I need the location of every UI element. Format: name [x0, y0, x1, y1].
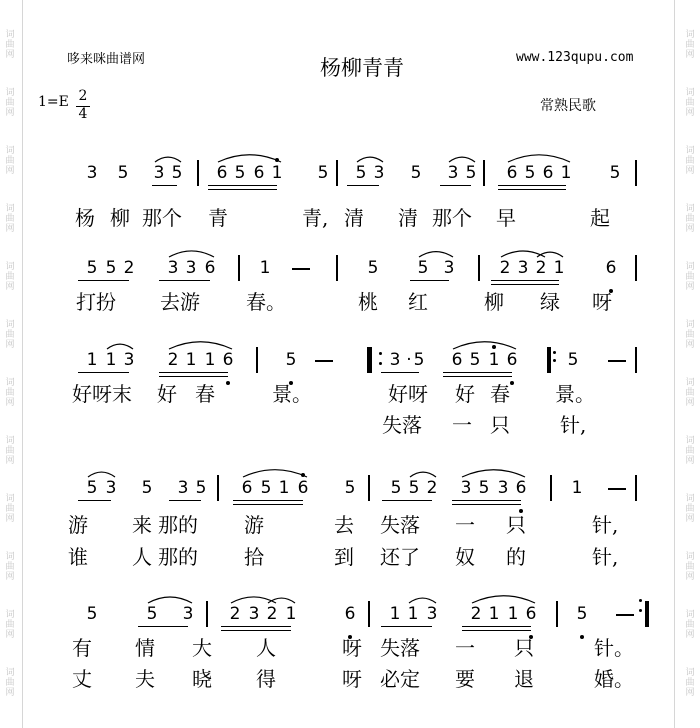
- lyric: 针,: [592, 545, 619, 569]
- beam-underline: [221, 630, 291, 631]
- note: 3: [248, 604, 260, 624]
- beam-underline: [169, 500, 201, 501]
- beam-underline: [159, 280, 210, 281]
- beam-underline: [233, 504, 303, 505]
- note: 2: [167, 350, 179, 370]
- note: 6: [216, 163, 228, 183]
- note: 1: [259, 258, 271, 278]
- repeat-end-bar: [547, 347, 551, 373]
- note: 2: [499, 258, 511, 278]
- note: 5: [117, 163, 129, 183]
- beam-underline: [491, 280, 559, 281]
- side-watermark-text: 词 曲 网: [5, 146, 15, 176]
- beam-underline: [440, 185, 471, 186]
- beam-underline: [159, 376, 228, 377]
- note: 6: [515, 478, 527, 498]
- lyric: 必定: [380, 667, 420, 691]
- beam-underline: [443, 376, 512, 377]
- note: 5: [390, 478, 402, 498]
- note: 1: [553, 258, 565, 278]
- genre-label: 常熟民歌: [540, 98, 596, 114]
- note: 5: [146, 604, 158, 624]
- note: 1: [507, 604, 519, 624]
- beam-underline: [159, 372, 228, 373]
- note: 3: [182, 604, 194, 624]
- side-watermark-text: 词 曲 网: [685, 30, 695, 60]
- note: 3: [177, 478, 189, 498]
- barline: [206, 601, 208, 627]
- lyric: 到: [334, 545, 354, 569]
- note: 5: [260, 478, 272, 498]
- slur: [501, 251, 545, 257]
- lyric: 游: [244, 513, 264, 537]
- lyric: 清: [398, 206, 418, 230]
- lyric: 去游: [160, 290, 200, 314]
- octave-low-dot: [510, 381, 514, 385]
- barline: [635, 475, 637, 501]
- note: 5: [413, 350, 425, 370]
- note: 3: [460, 478, 472, 498]
- note: 6: [525, 604, 537, 624]
- lyric: 桃: [358, 290, 378, 314]
- barline: [336, 255, 338, 281]
- right-border: [674, 0, 675, 728]
- beam-underline: [410, 280, 449, 281]
- side-watermark-text: 词 曲 网: [5, 88, 15, 118]
- lyric: 失落: [380, 636, 420, 660]
- note: 1: [407, 604, 419, 624]
- slur: [148, 597, 192, 603]
- note: 5: [195, 478, 207, 498]
- lyric: 那的: [158, 545, 198, 569]
- note: 5: [344, 478, 356, 498]
- lyric: 谁: [68, 545, 88, 569]
- slur: [409, 598, 436, 603]
- note: 2: [123, 258, 135, 278]
- barline: [635, 255, 637, 281]
- note: 1: [488, 350, 500, 370]
- beam-underline: [138, 626, 188, 627]
- note: 6: [222, 350, 234, 370]
- lyric: 清: [344, 206, 364, 230]
- note: 1: [571, 478, 583, 498]
- lyric: 去: [334, 513, 354, 537]
- beam-underline: [233, 500, 303, 501]
- lyric: 好呀: [388, 382, 428, 406]
- note: 1: [278, 478, 290, 498]
- sustain-dash: [315, 360, 333, 362]
- barline: [336, 160, 338, 186]
- beam-underline: [462, 630, 531, 631]
- barline: [256, 347, 258, 373]
- slur: [169, 342, 232, 349]
- lyric: 奴: [455, 545, 475, 569]
- repeat-dot: [553, 359, 556, 362]
- note: 5: [105, 258, 117, 278]
- beam-underline: [208, 185, 277, 186]
- song-title: 杨柳青青: [320, 56, 404, 80]
- note: 5: [465, 163, 477, 183]
- note: 5: [478, 478, 490, 498]
- lyric: 只: [490, 413, 510, 437]
- octave-high-dot: [492, 345, 496, 349]
- lyric: 大: [192, 636, 212, 660]
- lyric: 青: [208, 206, 228, 230]
- beam-underline: [78, 372, 129, 373]
- note: 5: [86, 258, 98, 278]
- side-watermark-text: 词 曲 网: [685, 204, 695, 234]
- note: 5: [524, 163, 536, 183]
- beam-underline: [443, 372, 512, 373]
- note: 5: [609, 163, 621, 183]
- slur: [449, 157, 475, 162]
- side-watermark-text: 词 曲 网: [685, 88, 695, 118]
- slur: [169, 251, 214, 257]
- lyric: 针,: [592, 513, 619, 537]
- lyric: 夫: [135, 667, 155, 691]
- note: 6: [297, 478, 309, 498]
- note: 6: [451, 350, 463, 370]
- lyric: 针,: [560, 413, 587, 437]
- lyric: 一: [455, 636, 475, 660]
- slur: [243, 470, 307, 477]
- lyric: 那的: [158, 513, 198, 537]
- lyric: 情: [135, 636, 155, 660]
- slur: [155, 157, 181, 162]
- note: 5: [86, 604, 98, 624]
- lyric: 早: [496, 206, 516, 230]
- lyric: 红: [408, 290, 428, 314]
- side-watermark-text: 词 曲 网: [685, 610, 695, 640]
- slur: [462, 470, 525, 477]
- lyric: 春: [195, 382, 215, 406]
- lyric: 呀: [592, 290, 612, 314]
- sustain-dash: [292, 268, 310, 270]
- lyric: 来: [132, 513, 152, 537]
- beam-underline: [78, 500, 111, 501]
- lyric: 呀: [342, 636, 362, 660]
- note: 5: [408, 478, 420, 498]
- slur: [537, 252, 563, 257]
- note: 2: [229, 604, 241, 624]
- barline: [478, 255, 480, 281]
- note: 6: [241, 478, 253, 498]
- side-watermark-text: 词 曲 网: [685, 436, 695, 466]
- note: 1: [488, 604, 500, 624]
- lyric: 好呀末: [72, 382, 132, 406]
- note: 3: [123, 350, 135, 370]
- side-watermark-text: 词 曲 网: [5, 610, 15, 640]
- note: 5: [141, 478, 153, 498]
- side-watermark-text: 词 曲 网: [685, 668, 695, 698]
- note: 3: [373, 163, 385, 183]
- note: 3: [517, 258, 529, 278]
- barline: [635, 347, 637, 373]
- note: 6: [204, 258, 216, 278]
- lyric: 有: [72, 636, 92, 660]
- slur: [357, 157, 383, 162]
- lyric: 失落: [382, 413, 422, 437]
- dotted-rhythm: ·: [406, 350, 412, 370]
- side-watermark-text: 词 曲 网: [685, 552, 695, 582]
- barline: [556, 601, 558, 627]
- barline: [217, 475, 219, 501]
- note: 6: [542, 163, 554, 183]
- note: 6: [605, 258, 617, 278]
- note: 5: [367, 258, 379, 278]
- lyric: 柳: [484, 290, 504, 314]
- lyric: 人: [132, 545, 152, 569]
- beam-underline: [381, 626, 432, 627]
- repeat-start-bar: [368, 347, 372, 373]
- lyric: 晓: [192, 667, 212, 691]
- note: 3: [447, 163, 459, 183]
- lyric: 一: [455, 513, 475, 537]
- note: 5: [86, 478, 98, 498]
- lyric: 的: [506, 545, 526, 569]
- beam-underline: [78, 280, 129, 281]
- side-watermark-text: 词 曲 网: [685, 146, 695, 176]
- lyric: 得: [256, 667, 276, 691]
- lyric: 还了: [380, 545, 420, 569]
- beam-underline: [381, 372, 419, 373]
- slur: [419, 252, 453, 257]
- note: 1: [285, 604, 297, 624]
- note: 5: [317, 163, 329, 183]
- barline: [197, 160, 199, 186]
- note: 1: [105, 350, 117, 370]
- repeat-dot: [379, 362, 382, 365]
- lyric: 只: [514, 636, 534, 660]
- lyric: 游: [68, 513, 88, 537]
- note: 2: [470, 604, 482, 624]
- key-signature: 1=E: [38, 94, 69, 110]
- beam-underline: [498, 185, 566, 186]
- slur: [410, 472, 436, 477]
- side-watermark-text: 词 曲 网: [685, 262, 695, 292]
- lyric: 一: [452, 413, 472, 437]
- beam-underline: [208, 189, 277, 190]
- slur: [231, 597, 276, 603]
- octave-high-dot: [275, 158, 279, 162]
- repeat-dot: [639, 599, 642, 602]
- slur: [218, 155, 281, 162]
- lyric: 春: [490, 382, 510, 406]
- lyric: 那个: [142, 206, 182, 230]
- note: 5: [171, 163, 183, 183]
- barline: [550, 475, 552, 501]
- lyric: 打扮: [76, 290, 116, 314]
- note: 2: [266, 604, 278, 624]
- side-watermark-text: 词 曲 网: [5, 320, 15, 350]
- beam-underline: [452, 500, 521, 501]
- lyric: 好: [455, 382, 475, 406]
- beam-underline: [462, 626, 531, 627]
- side-watermark-text: 词 曲 网: [5, 30, 15, 60]
- beam-underline: [452, 504, 521, 505]
- slur: [107, 344, 133, 349]
- note: 1: [204, 350, 216, 370]
- repeat-dot: [379, 352, 382, 355]
- lyric: 景。: [272, 382, 312, 406]
- side-watermark-text: 词 曲 网: [5, 494, 15, 524]
- note: 1: [185, 350, 197, 370]
- side-watermark-text: 词 曲 网: [5, 378, 15, 408]
- beam-underline: [347, 185, 379, 186]
- sustain-dash: [608, 360, 626, 362]
- octave-high-dot: [301, 473, 305, 477]
- note: 3: [167, 258, 179, 278]
- side-watermark-text: 词 曲 网: [5, 204, 15, 234]
- slur: [88, 472, 115, 477]
- time-signature-top: 2: [78, 88, 88, 104]
- note: 6: [253, 163, 265, 183]
- note: 3: [443, 258, 455, 278]
- note: 1: [86, 350, 98, 370]
- note: 6: [344, 604, 356, 624]
- lyric: 青,: [302, 206, 329, 230]
- note: 6: [506, 163, 518, 183]
- lyric: 呀: [342, 667, 362, 691]
- lyric: 要: [455, 667, 475, 691]
- lyric: 只: [506, 513, 526, 537]
- note: 3: [426, 604, 438, 624]
- lyric: 好: [157, 382, 177, 406]
- lyric: 失落: [380, 513, 420, 537]
- sustain-dash: [608, 488, 626, 490]
- lyric: 景。: [555, 382, 595, 406]
- lyric: 退: [514, 667, 534, 691]
- note: 5: [285, 350, 297, 370]
- lyric: 婚。: [594, 667, 634, 691]
- octave-low-dot: [580, 635, 584, 639]
- barline: [635, 160, 637, 186]
- side-watermark-text: 词 曲 网: [5, 436, 15, 466]
- side-watermark-text: 词 曲 网: [685, 494, 695, 524]
- note: 1: [389, 604, 401, 624]
- note: 3: [153, 163, 165, 183]
- lyric: 柳: [110, 206, 130, 230]
- barline: [368, 601, 370, 627]
- note: 5: [355, 163, 367, 183]
- note: 2: [535, 258, 547, 278]
- note: 5: [417, 258, 429, 278]
- side-watermark-text: 词 曲 网: [5, 262, 15, 292]
- slur: [508, 155, 570, 162]
- beam-underline: [498, 189, 566, 190]
- note: 5: [567, 350, 579, 370]
- side-watermark-text: 词 曲 网: [685, 320, 695, 350]
- side-watermark-text: 词 曲 网: [5, 552, 15, 582]
- note: 5: [576, 604, 588, 624]
- repeat-end-bar: [645, 601, 649, 627]
- repeat-dot: [553, 351, 556, 354]
- note: 5: [234, 163, 246, 183]
- octave-low-dot: [226, 381, 230, 385]
- lyric: 针。: [594, 636, 634, 660]
- slur: [472, 596, 535, 603]
- lyric: 绿: [540, 290, 560, 314]
- lyric: 杨: [75, 206, 95, 230]
- repeat-dot: [639, 609, 642, 612]
- note: 3: [497, 478, 509, 498]
- slur: [268, 598, 295, 603]
- note: 6: [506, 350, 518, 370]
- note: 1: [271, 163, 283, 183]
- lyric: 起: [590, 206, 610, 230]
- website-url: www.123qupu.com: [516, 50, 634, 65]
- left-border: [22, 0, 23, 728]
- side-watermark-text: 词 曲 网: [685, 378, 695, 408]
- beam-underline: [221, 626, 291, 627]
- lyric: 丈: [72, 667, 92, 691]
- slur: [453, 342, 516, 349]
- barline: [368, 475, 370, 501]
- beam-underline: [491, 284, 559, 285]
- lyric: 春。: [246, 290, 286, 314]
- note: 5: [410, 163, 422, 183]
- barline: [483, 160, 485, 186]
- note: 5: [469, 350, 481, 370]
- note: 2: [426, 478, 438, 498]
- beam-underline: [152, 185, 177, 186]
- note: 3: [86, 163, 98, 183]
- beam-underline: [382, 500, 432, 501]
- side-watermark-text: 词 曲 网: [5, 668, 15, 698]
- time-signature-bottom: 4: [78, 106, 88, 122]
- sustain-dash: [616, 614, 634, 616]
- barline: [238, 255, 240, 281]
- note: 3: [389, 350, 401, 370]
- site-name: 哆来咪曲谱网: [67, 52, 146, 67]
- lyric: 那个: [432, 206, 472, 230]
- note: 3: [105, 478, 117, 498]
- note: 1: [560, 163, 572, 183]
- lyric: 拾: [244, 545, 264, 569]
- note: 3: [185, 258, 197, 278]
- lyric: 人: [256, 636, 276, 660]
